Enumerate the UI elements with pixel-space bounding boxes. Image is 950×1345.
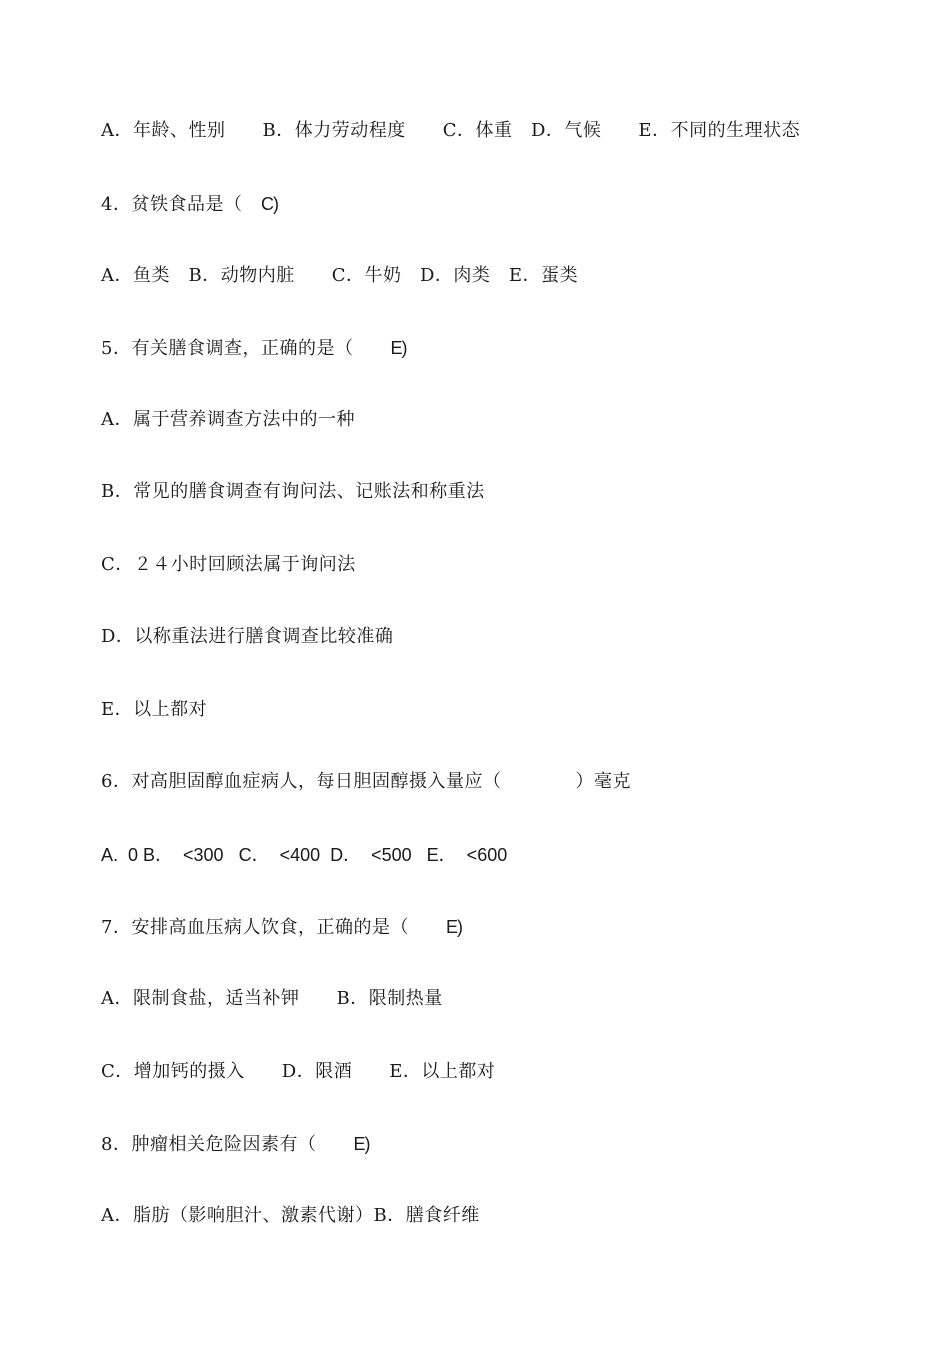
question-text: 8．肿瘤相关危险因素有（ (101, 1134, 354, 1155)
q7-options-cde: C．增加钙的摄入 D．限酒 E．以上都对 (101, 1061, 496, 1082)
answer-mark: E) (445, 917, 462, 937)
q5-question (101, 336, 406, 361)
q5-option-b: B．常见的膳食调查有询问法、记账法和称重法 (101, 481, 485, 502)
question-text: 7．安排高血压病人饮食，正确的是（ (101, 917, 446, 938)
q5-option-e: E．以上都对 (101, 699, 208, 720)
q5-option-a: A．属于营养调查方法中的一种 (101, 409, 355, 430)
q6-options: A. 0 B． <300 C． <400 D． <500 E． <600 (101, 845, 508, 865)
q7-question (101, 915, 462, 940)
q3-options: A．年龄、性别 B．体力劳动程度 C．体重 D．气候 E．不同的生理状态 (101, 120, 801, 141)
q8-question (101, 1132, 369, 1157)
q4-options: A．鱼类 B．动物内脏 C．牛奶 D．肉类 E．蛋类 (101, 265, 579, 286)
question-text: 5．有关膳食调查，正确的是（ (101, 338, 391, 359)
answer-mark: E) (353, 1134, 370, 1154)
q6-question: 6．对高胆固醇血症病人，每日胆固醇摄入量应（ ）毫克 (101, 771, 631, 792)
answer-mark: C) (260, 194, 278, 214)
q7-options-ab: A．限制食盐，适当补钾 B．限制热量 (101, 988, 443, 1009)
question-text: 4．贫铁食品是（ (101, 194, 261, 215)
q8-options-ab: A．脂肪（影响胆汁、激素代谢）B．膳食纤维 (101, 1205, 480, 1226)
q4-question (101, 192, 278, 217)
q5-option-d: D．以称重法进行膳食调查比较准确 (101, 626, 394, 647)
answer-mark: E) (390, 338, 407, 358)
q5-option-c: C．２４小时回顾法属于询问法 (101, 554, 356, 575)
